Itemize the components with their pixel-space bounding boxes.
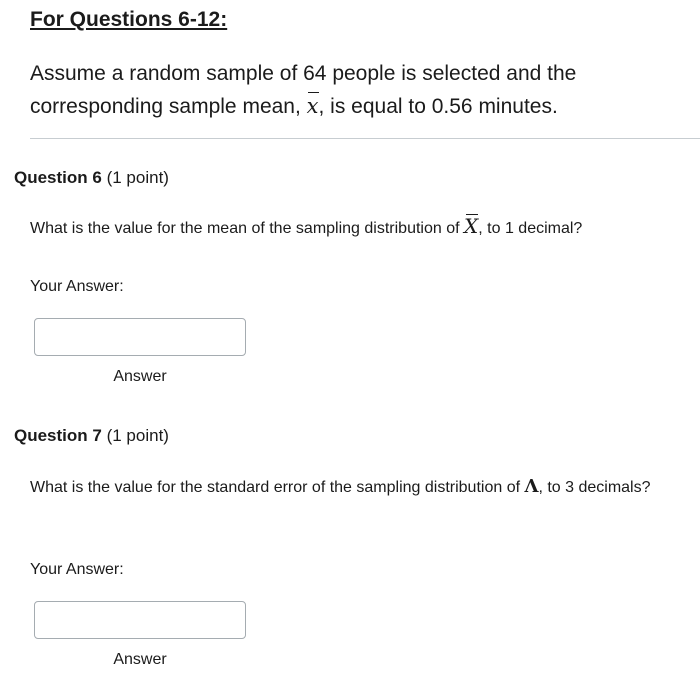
question-7-text-before: What is the value for the standard error of the sampling distribution of [30,479,525,496]
question-6-symbol: X [464,214,479,238]
question-7-answer-label: Your Answer: [30,561,124,578]
question-6-header [14,168,169,188]
question-7-title: Question 7 [14,426,102,445]
question-7-answer-caption: Answer [113,651,167,668]
intro-text-before: Assume a random sample of 64 people is selected and the corresponding sample mean, [30,62,577,118]
question-7-header [14,426,169,446]
question-6-answer-input[interactable] [34,318,246,356]
question-6-text [30,214,680,241]
question-7-text-after: , to 3 decimals? [538,479,651,496]
question-6-text-after: , to 1 decimal? [478,220,583,237]
question-7-answer-input[interactable] [34,601,246,639]
question-6-answer-label: Your Answer: [30,278,124,295]
intro-text-after: , is equal to 0.56 minutes. [318,95,558,118]
sample-mean-symbol: x [307,90,319,122]
question-6-text-before: What is the value for the mean of the sampling distribution of [30,220,465,237]
section-divider [30,138,700,139]
question-6-title: Question 6 [14,168,102,187]
question-7-symbol: Λ [524,476,539,497]
question-7-text [30,474,680,500]
question-7-points: (1 point) [106,426,169,445]
question-6-points: (1 point) [106,168,169,187]
question-6-answer-caption: Answer [113,368,167,385]
intro-heading: For Questions 6-12: [30,8,228,31]
intro-text [30,58,670,123]
